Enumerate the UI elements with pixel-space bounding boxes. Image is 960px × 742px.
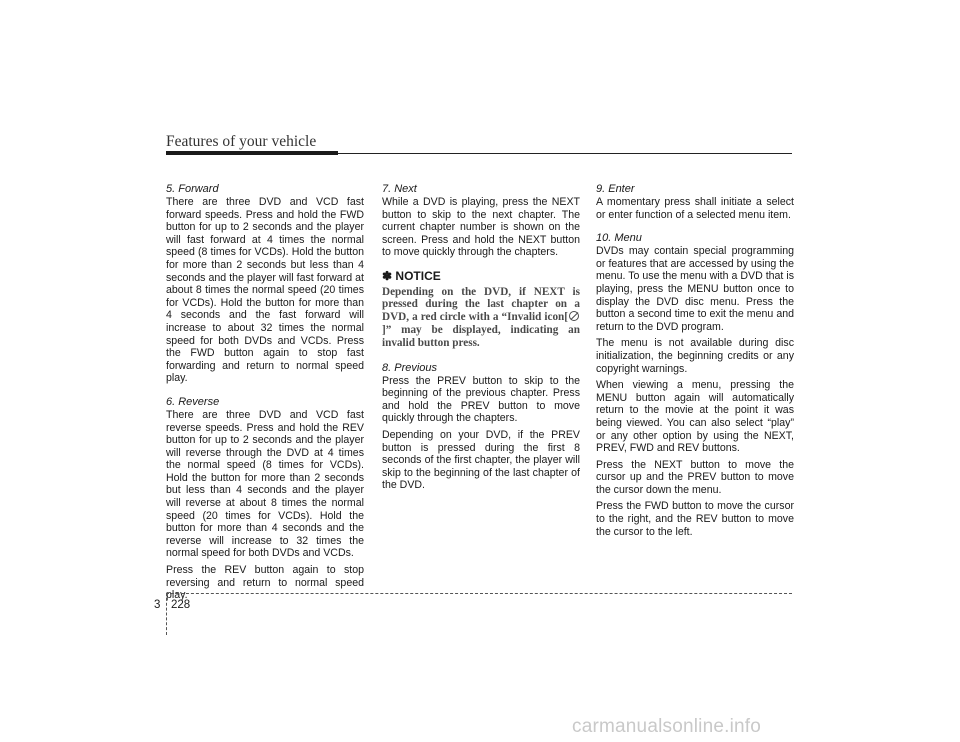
section-title: Features of your vehicle xyxy=(166,133,317,150)
previous-section xyxy=(382,362,580,492)
reverse-text-1: There are three DVD and VCD fast reverse speeds. Press and hold the REV button for up to 2 seconds and the player will reverse through the DVD at 4 times the normal speed (8 times for VCDs). Hold the button for more than 2 seconds but less than 4 seconds and the player will reverse at about 8 times the normal speed (20 times for VCDs). Hold the button for more than 4 seconds and the reverse will increase to 32 times the normal speed for both DVDs and VCDs. xyxy=(166,408,364,560)
next-text: While a DVD is playing, press the NEXT button to skip to the next chapter. The current chapter number is shown on the screen. Press and hold the NEXT button to move quickly through the chapters. xyxy=(382,196,580,259)
previous-text-2: Depending on your DVD, if the PREV button is pressed during the first 8 seconds of the first chapter, the player will skip to the beginning of the last chapter of the DVD. xyxy=(382,428,580,492)
notice-text-after: ]” may be displayed, indicating an invalid button press. xyxy=(382,323,580,349)
next-heading: 7. Next xyxy=(382,183,417,195)
column-middle xyxy=(382,183,580,503)
invalid-circle-icon xyxy=(569,311,579,321)
menu-heading: 10. Menu xyxy=(596,232,642,245)
notice-title: NOTICE xyxy=(395,268,441,283)
column-right xyxy=(596,183,794,549)
column-left xyxy=(166,183,364,613)
menu-text-2: The menu is not available during disc initialization, the beginning credits or any copyright warnings. xyxy=(596,337,794,375)
notice-box xyxy=(382,270,580,350)
header-accent-bar xyxy=(166,151,338,155)
next-section xyxy=(382,183,580,259)
forward-section xyxy=(166,183,364,385)
previous-heading: 8. Previous xyxy=(382,361,438,374)
notice-heading xyxy=(382,270,580,283)
menu-section xyxy=(596,232,794,538)
enter-heading: 9. Enter xyxy=(596,183,635,195)
menu-text-4: Press the NEXT button to move the cursor up and the PREV button to move the cursor down the menu. xyxy=(596,458,794,496)
menu-text-1: DVDs may contain special programming or features that are accessed by using the menu. To use the menu with a DVD that is playing, press the MENU button once to display the DVD disc menu. Press the button a second time to exit the menu and return to the DVD program. xyxy=(596,245,794,333)
menu-text-3: When viewing a menu, pressing the MENU button again will automatically return to the movie at the point it was being viewed. You can also select “play” or any other option by using the NEXT, PREV, FWD and REV buttons. xyxy=(596,379,794,455)
reverse-section xyxy=(166,396,364,602)
footer-vertical-rule xyxy=(166,593,167,635)
enter-text: A momentary press shall initiate a select or enter function of a selected menu item. xyxy=(596,196,794,221)
watermark: carmanualsonline.info xyxy=(572,716,762,737)
enter-section xyxy=(596,183,794,221)
notice-text xyxy=(382,286,580,350)
page-number: 228 xyxy=(171,599,191,611)
chapter-number: 3 xyxy=(154,599,161,611)
forward-text: There are three DVD and VCD fast forward speeds. Press and hold the FWD button for up to 2 seconds and the player will fast forward at 4 times the normal speed (8 times for VCDs). Hold the button for more than 2 seconds but less than 4 seconds and the player will fast forward at about 8 times the normal speed (20 times for VCDs). Hold the button for more than 4 seconds and the fast forward will increase to about 32 times the normal speed for both DVDs and VCDs. Press the FWD button again to stop fast forwarding and return to normal speed play. xyxy=(166,196,364,385)
reverse-heading: 6. Reverse xyxy=(166,395,220,408)
previous-text-1: Press the PREV button to skip to the beginning of the previous chapter. Press and hold the PREV button to move quickly through the chapters. xyxy=(382,374,580,425)
notice-text-before: Depending on the DVD, if NEXT is pressed during the last chapter on a DVD, a red circle with a “Invalid icon[ xyxy=(382,285,580,324)
menu-text-5: Press the FWD button to move the cursor to the right, and the REV button to move the cursor to the left. xyxy=(596,500,794,538)
notice-symbol-icon: ✽ xyxy=(382,268,393,283)
footer-rule xyxy=(166,593,792,594)
reverse-text-2: Press the REV button again to stop reversing and return to normal speed play. xyxy=(166,564,364,602)
forward-heading: 5. Forward xyxy=(166,183,219,195)
